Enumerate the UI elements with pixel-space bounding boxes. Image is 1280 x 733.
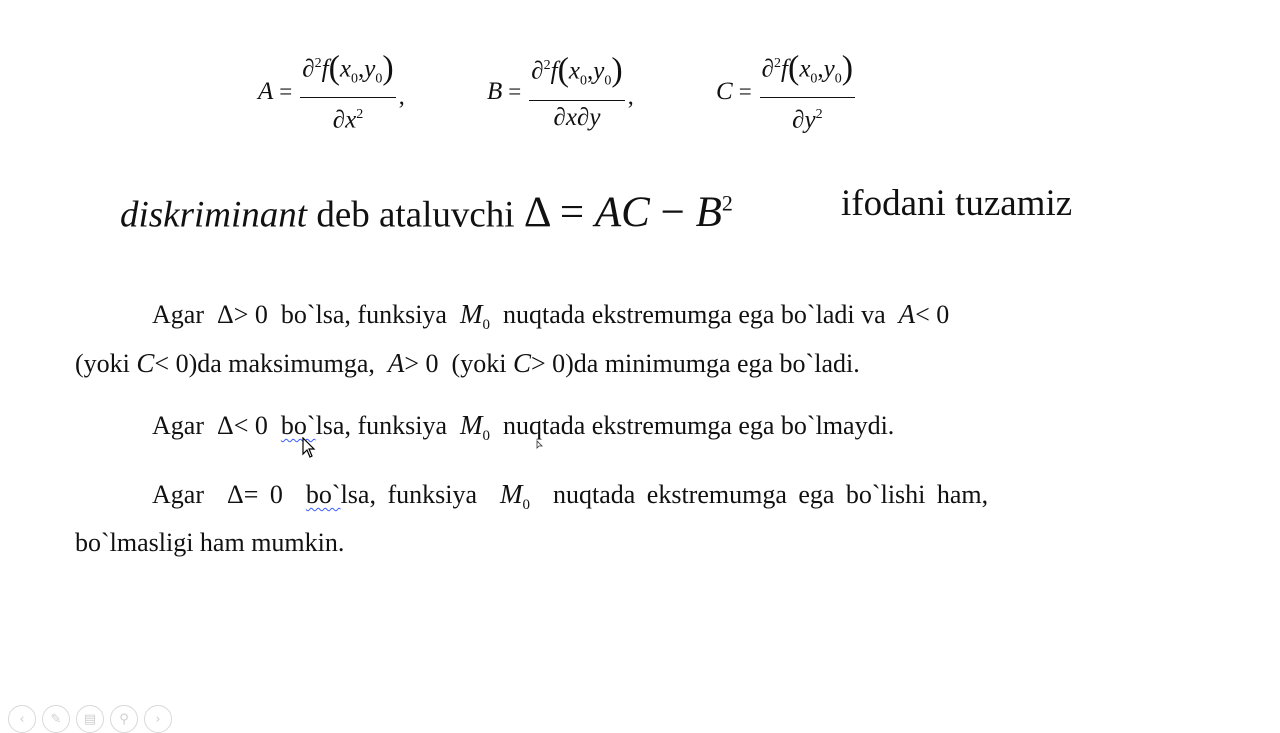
formula-a-eq: =: [279, 79, 293, 104]
formula-a-numerator: $\partial^2f(x_0,y_0)$: [300, 49, 395, 98]
point-m0: M: [459, 299, 483, 329]
discriminant-text-mid: deb ataluvchi: [316, 194, 515, 236]
paragraph-1-line-1: Agar Δ> 0 bo`lsa, funksiya $M_0$ nuqtada ekstremumga ega bo`ladi va A< 0: [152, 299, 950, 334]
discriminant-term: diskriminant: [120, 194, 308, 236]
formula-b-fraction: [529, 51, 624, 132]
spellcheck-underline: bo`: [305, 480, 341, 509]
mouse-cursor-icon: [302, 437, 316, 459]
text-icon[interactable]: ▤: [76, 705, 104, 733]
paragraph-3-line-2: bo`lmasligi ham mumkin.: [75, 528, 345, 557]
formula-c-fraction: [760, 49, 855, 136]
formula-b-comma: ,: [627, 83, 634, 110]
formula-b-eq: =: [508, 79, 522, 104]
spellcheck-underline: bo`: [280, 411, 316, 440]
formula-a-label: A: [258, 78, 274, 105]
formula-a: [258, 49, 405, 134]
formula-a-comma: ,: [398, 83, 405, 110]
discriminant-formula: Δ = AC − $B^2$: [523, 189, 733, 237]
discriminant-text-end: ifodani tuzamiz: [841, 183, 1073, 224]
formula-c: [716, 49, 855, 134]
formula-a-fraction: [300, 49, 395, 136]
formula-c-label: C: [716, 78, 733, 105]
formula-b: [487, 52, 634, 132]
delta-symbol: Δ: [216, 300, 234, 329]
paragraph-3-line-1: Agar Δ= 0 bo`lsa, funksiya $M_0$ nuqtada ekstremumga ega bo`lishi ham,: [152, 479, 989, 514]
paragraph-2: Agar Δ< 0 bo`lsa, funksiya $M_0$ nuqtada ekstremumga ega bo`lmaydi.: [152, 410, 895, 445]
zoom-icon[interactable]: ⚲: [110, 705, 138, 733]
formula-b-label: B: [487, 78, 503, 105]
discriminant-line: [120, 176, 733, 243]
small-cursor-icon: [536, 440, 544, 450]
slideshow-toolbar: [8, 705, 172, 733]
prev-icon[interactable]: ‹: [8, 705, 36, 733]
formula-a-denominator: $\partial x^2$: [332, 106, 364, 134]
formula-c-eq: =: [738, 79, 752, 104]
next-icon[interactable]: ›: [144, 705, 172, 733]
paragraph-1-line-2: (yoki C< 0)da maksimumga, A> 0 (yoki C> 0)da minimumga ega bo`ladi.: [75, 348, 860, 378]
pen-icon[interactable]: ✎: [42, 705, 70, 733]
formula-c-numerator: $\partial^2f(x_0,y_0)$: [760, 49, 855, 98]
formula-b-denominator: ∂x∂y: [553, 103, 601, 131]
formula-c-denominator: $\partial y^2$: [792, 106, 823, 134]
formula-b-numerator: $\partial^2f(x_0,y_0)$: [529, 51, 624, 100]
